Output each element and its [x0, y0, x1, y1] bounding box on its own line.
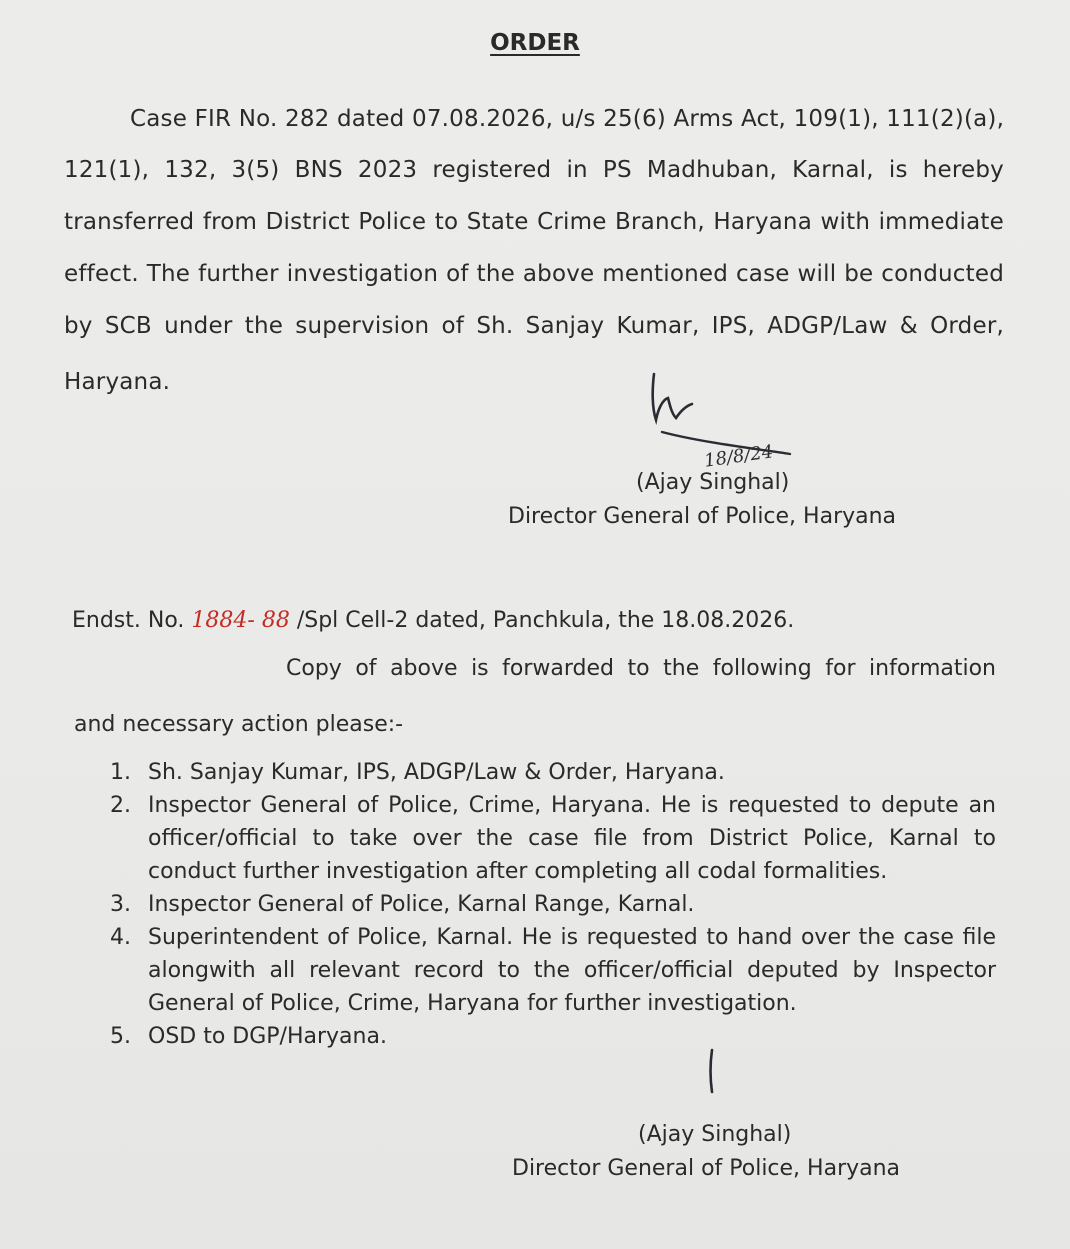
list-item-text: Inspector General of Police, Karnal Range, Karnal.	[148, 892, 695, 917]
order-line-text: Case FIR No. 282 dated 07.08.2026, u/s 25(6) Arms Act, 109(1), 111(2)(a),	[130, 106, 1005, 132]
handwritten-signature-2	[700, 1044, 730, 1104]
order-line-text: 121(1), 132, 3(5) BNS 2023 registered in PS Madhuban, Karnal, is hereby	[64, 157, 1004, 183]
order-line	[64, 209, 1004, 235]
endorsement-line	[72, 608, 794, 633]
order-line	[64, 369, 1004, 395]
list-item-number: 1.	[110, 760, 131, 785]
list-item-text: Superintendent of Police, Karnal. He is requested to hand over the case file	[148, 925, 996, 950]
signature-1-name: (Ajay Singhal)	[636, 470, 790, 495]
order-line-text: by SCB under the supervision of Sh. Sanjay Kumar, IPS, ADGP/Law & Order,	[64, 313, 1004, 339]
list-item-text: officer/official to take over the case file from District Police, Karnal to	[148, 826, 996, 851]
signature-1-date: 18/8/24	[702, 441, 775, 472]
list-item-number: 4.	[110, 925, 131, 950]
signature-2-name: (Ajay Singhal)	[638, 1122, 792, 1147]
signature-1-designation: Director General of Police, Haryana	[508, 504, 897, 529]
list-item-text: Inspector General of Police, Crime, Haryana. He is requested to depute an	[148, 793, 996, 818]
copy-line-1	[286, 656, 996, 681]
order-line	[64, 261, 1004, 287]
signature-2-designation: Director General of Police, Haryana	[512, 1156, 901, 1181]
list-item	[110, 756, 996, 789]
list-item	[110, 921, 996, 1020]
order-line	[64, 157, 1004, 183]
list-item-text: General of Police, Crime, Haryana for further investigation.	[148, 991, 797, 1016]
list-item	[110, 1020, 996, 1053]
list-item	[110, 888, 996, 921]
list-item	[110, 789, 996, 888]
order-line	[64, 313, 1004, 339]
list-item-number: 2.	[110, 793, 131, 818]
copy-line-2: and necessary action please:-	[74, 712, 404, 737]
list-item-number: 3.	[110, 892, 131, 917]
order-line-text: transferred from District Police to State Crime Branch, Haryana with immediate	[64, 209, 1004, 235]
order-heading: ORDER	[490, 30, 580, 56]
list-item-text: OSD to DGP/Haryana.	[148, 1024, 387, 1049]
list-item-text: alongwith all relevant record to the officer/official deputed by Inspector	[148, 958, 996, 983]
list-item-text: conduct further investigation after completing all codal formalities.	[148, 859, 888, 884]
order-line-text: Haryana.	[64, 369, 171, 395]
endorsement-number: 1884- 88	[191, 608, 290, 633]
endorsement-suffix: /Spl Cell-2 dated, Panchkula, the 18.08.2026.	[296, 608, 795, 633]
endorsement-prefix: Endst. No.	[72, 608, 185, 633]
order-line	[130, 106, 1004, 132]
distribution-list	[110, 756, 996, 1053]
copy-line-1-text: Copy of above is forwarded to the following for information	[286, 656, 996, 681]
order-line-text: effect. The further investigation of the above mentioned case will be conducted	[64, 261, 1004, 287]
list-item-number: 5.	[110, 1024, 131, 1049]
list-item-text: Sh. Sanjay Kumar, IPS, ADGP/Law & Order, Haryana.	[148, 760, 725, 785]
